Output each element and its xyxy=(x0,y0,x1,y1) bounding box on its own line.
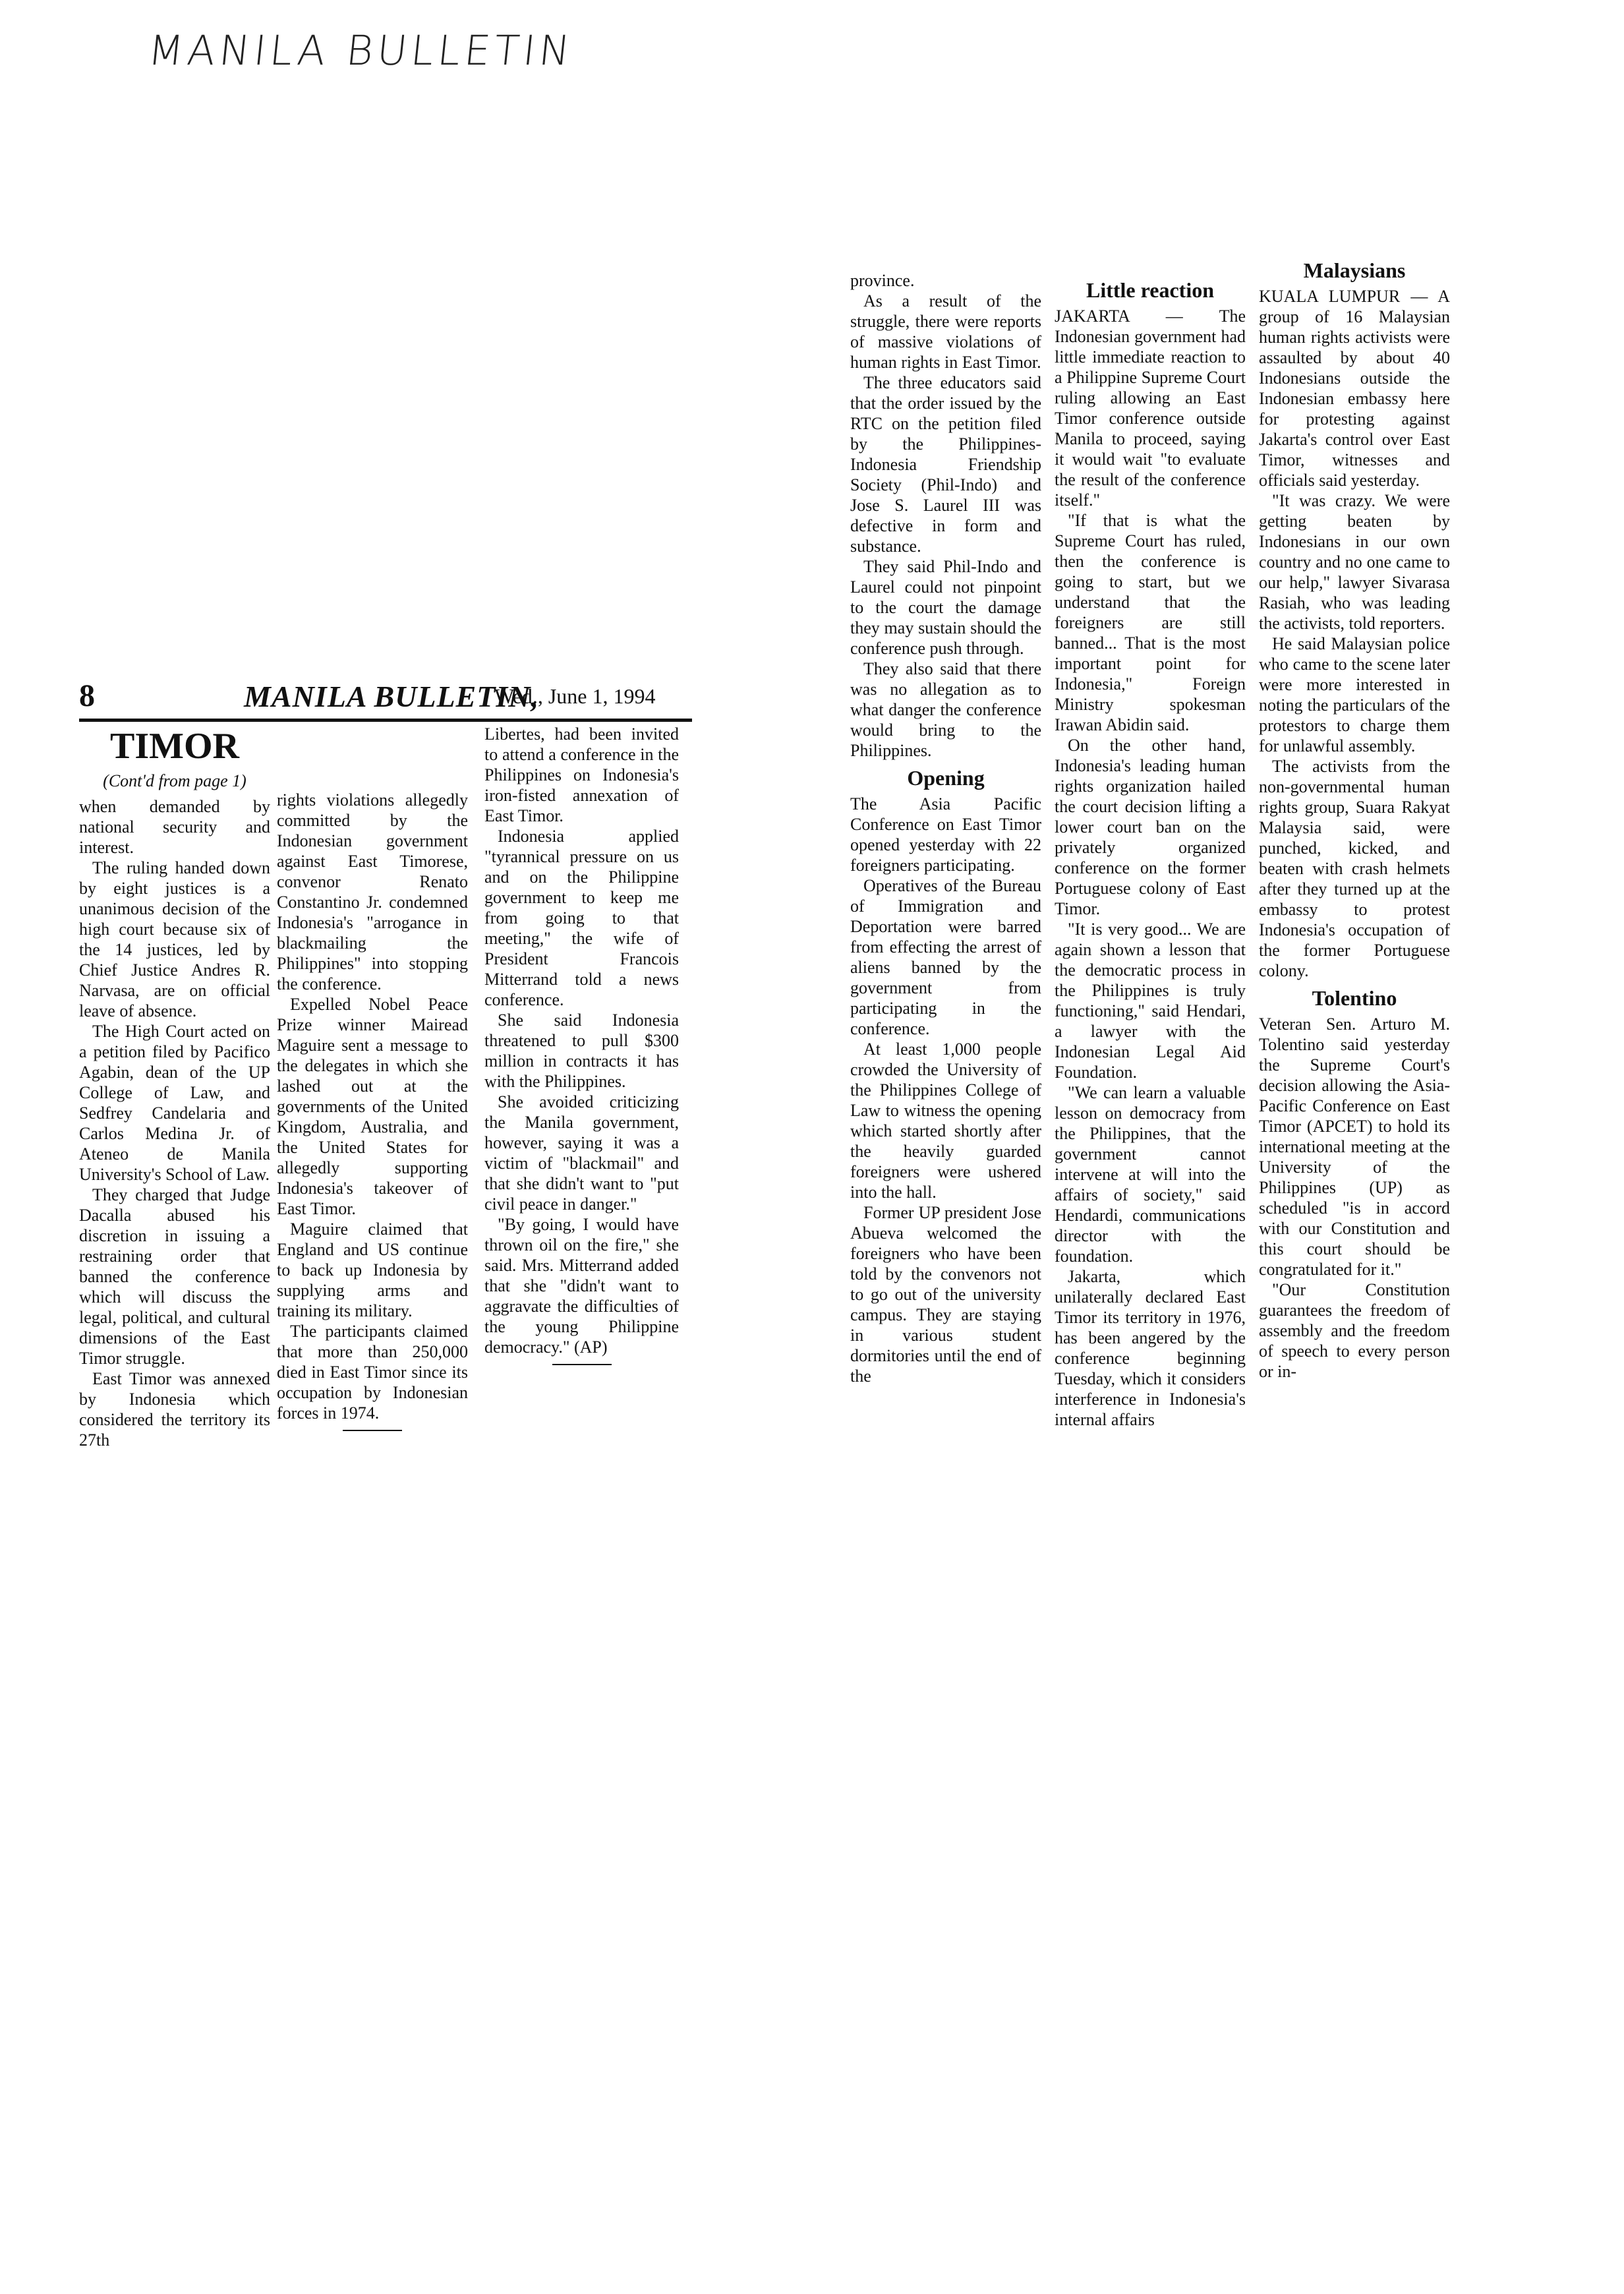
issue-date: Wed., June 1, 1994 xyxy=(494,684,656,708)
paragraph: Maguire claimed that England and US continue to back up Indonesia by supplying arms and training its military. xyxy=(277,1220,468,1320)
paragraph: At least 1,000 people crowded the University of the Philippines College of Law to witness the opening which started shortly after the heavily guarded foreigners were ushered into the hall. xyxy=(850,1040,1041,1202)
paragraph: Former UP president Jose Abueva welcomed the foreigners who have been told by the convenors not to go out of the university campus. They are staying in various student dormitories until the end of the xyxy=(850,1203,1041,1386)
handwritten-note: MANILA BULLETIN xyxy=(146,26,577,74)
continued-note: (Cont'd from page 1) xyxy=(103,771,246,790)
subhead-little-reaction: Little reaction xyxy=(1086,278,1214,302)
subhead-malaysians: Malaysians xyxy=(1303,258,1406,282)
end-rule xyxy=(343,1430,402,1431)
page-number: 8 xyxy=(79,678,95,713)
paragraph: Indonesia applied "tyrannical pressure on us and on the Philippine government to keep me from going to that meeting," the wife of President Francois Mitterrand told a news conference. xyxy=(484,827,679,1009)
paragraph: "It was crazy. We were getting beaten by Indonesians in our own country and no one came to our help," lawyer Sivarasa Rasiah, who was leading the activists, told reporters. xyxy=(1259,491,1450,633)
paragraph: Libertes, had been invited to attend a conference in the Philippines on Indonesia's iron-fisted annexation of East Timor. xyxy=(484,724,679,825)
masthead xyxy=(79,672,692,719)
paragraph: when demanded by national security and interest. xyxy=(79,797,270,857)
paragraph: As a result of the struggle, there were reports of massive violations of human rights in East Timor. xyxy=(850,291,1041,372)
paragraph: "If that is what the Supreme Court has ruled, then the conference is going to start, but we understand that the foreigners are still banned... That is the most important point for Indonesia," Foreign Ministry spokesman Irawan Abidin said. xyxy=(1055,511,1246,734)
paragraph: Jakarta, which unilaterally declared East Timor its territory in 1976, has been angered by the conference beginning Tuesday, which it considers interference in Indonesia's internal affairs xyxy=(1055,1267,1246,1429)
right-column-3 xyxy=(1259,257,1450,1382)
timor-column-1 xyxy=(79,725,270,1450)
paragraph: She avoided criticizing the Manila government, however, saying it was a victim of "blackmail" and that she didn't want to "put civil peace in danger." xyxy=(484,1092,679,1214)
right-column-1 xyxy=(850,270,1041,1386)
paragraph: On the other hand, Indonesia's leading human rights organization hailed the court decision lifting a lower court ban on the privately organized conference on the former Portuguese colony of East Timor. xyxy=(1055,736,1246,918)
paragraph: "We can learn a valuable lesson on democracy from the Philippines, that the government cannot intervene at will into the affairs of society," said Hendardi, communications director with the foundation. xyxy=(1055,1083,1246,1266)
paragraph: "It is very good... We are again shown a lesson that the democratic process in the Philippines is truly functioning," said Hendari, a lawyer with the Indonesian Legal Aid Foundation. xyxy=(1055,920,1246,1082)
subhead-tolentino: Tolentino xyxy=(1312,986,1397,1010)
article-headline: TIMOR xyxy=(110,726,239,767)
paragraph: "Our Constitution guarantees the freedom of assembly and the freedom of speech to every person or in- xyxy=(1259,1280,1450,1381)
paragraph: She said Indonesia threatened to pull $300 million in contracts it has with the Philippines. xyxy=(484,1011,679,1091)
paragraph: province. xyxy=(850,271,915,290)
paragraph: JAKARTA — The Indonesian government had little immediate reaction to a Philippine Supreme Court ruling allowing an East Timor conference outside Manila to proceed, saying it would wait "to evaluate the result of the conference itself." xyxy=(1055,307,1246,510)
paragraph: The Asia Pacific Conference on East Timor opened yesterday with 22 foreigners participating. xyxy=(850,794,1041,875)
paragraph: KUALA LUMPUR — A group of 16 Malaysian human rights activists were assaulted by about 40 Indonesians outside the Indonesian embassy here for protesting against Jakarta's control over East Timor, witnesses and officials said yesterday. xyxy=(1259,287,1450,490)
paragraph: East Timor was annexed by Indonesia which considered the territory its 27th xyxy=(79,1369,270,1450)
paragraph: The three educators said that the order issued by the RTC on the petition filed by the Philippines-Indonesia Friendship Society (Phil-Indo) and Jose S. Laurel III was defective in form and substance. xyxy=(850,373,1041,556)
paragraph: He said Malaysian police who came to the scene later were more interested in noting the particulars of the protestors to charge them for unlawful assembly. xyxy=(1259,634,1450,755)
paragraph: "By going, I would have thrown oil on the fire," she said. Mrs. Mitterrand added that she "didn't want to aggravate the difficulties of the young Philippine democracy." (AP) xyxy=(484,1215,679,1357)
timor-column-3 xyxy=(484,724,679,1365)
paragraph: The ruling handed down by eight justices is a unanimous decision of the high court because six of the 14 justices, led by Chief Justice Andres R. Narvasa, are on official leave of absence. xyxy=(79,858,270,1020)
paragraph: Operatives of the Bureau of Immigration and Deportation were barred from effecting the arrest of aliens banned by the government from participating in the conference. xyxy=(850,876,1041,1038)
end-rule xyxy=(552,1364,612,1365)
paragraph: The activists from the non-governmental human rights group, Suara Rakyat Malaysia said, were punched, kicked, and beaten with crash helmets after they turned up at the embassy to protest Indonesia's occupation of the former Portuguese colony. xyxy=(1259,757,1450,980)
paragraph: They also said that there was no allegation as to what danger the conference would bring to the Philippines. xyxy=(850,659,1041,760)
masthead-rule xyxy=(79,719,692,722)
right-column-2 xyxy=(1055,277,1246,1430)
paragraph: The participants claimed that more than 250,000 died in East Timor since its occupation by Indonesian forces in 1974. xyxy=(277,1322,468,1423)
paragraph: They charged that Judge Dacalla abused his discretion in issuing a restraining order that banned the conference which will discuss the legal, political, and cultural dimensions of the East Timor struggle. xyxy=(79,1185,270,1368)
paragraph: rights violations allegedly committed by the Indonesian government against East Timorese, convenor Renato Constantino Jr. condemned Indonesia's "arrogance in blackmailing the Philippines" into stopping the conference. xyxy=(277,790,468,993)
paper-name: MANILA BULLETIN, xyxy=(244,680,539,713)
paragraph: The High Court acted on a petition filed by Pacifico Agabin, dean of the UP College of Law, and Sedfrey Candelaria and Carlos Medina Jr. of Ateneo de Manila University's School of Law. xyxy=(79,1022,270,1184)
paragraph: Veteran Sen. Arturo M. Tolentino said yesterday the Supreme Court's decision allowing the Asia-Pacific Conference on East Timor (APCET) to hold its international meeting at the University of the Philippines (UP) as scheduled "is in accord with our Constitution and this court should be congratulated for it." xyxy=(1259,1015,1450,1279)
paragraph: Expelled Nobel Peace Prize winner Mairead Maguire sent a message to the delegates in which she lashed out at the governments of the United Kingdom, Australia, and the United States for allegedly supporting Indonesia's takeover of East Timor. xyxy=(277,995,468,1218)
paragraph: They said Phil-Indo and Laurel could not pinpoint to the court the damage they may sustain should the conference push through. xyxy=(850,557,1041,658)
timor-column-2 xyxy=(277,790,468,1431)
subhead-opening: Opening xyxy=(907,766,985,790)
